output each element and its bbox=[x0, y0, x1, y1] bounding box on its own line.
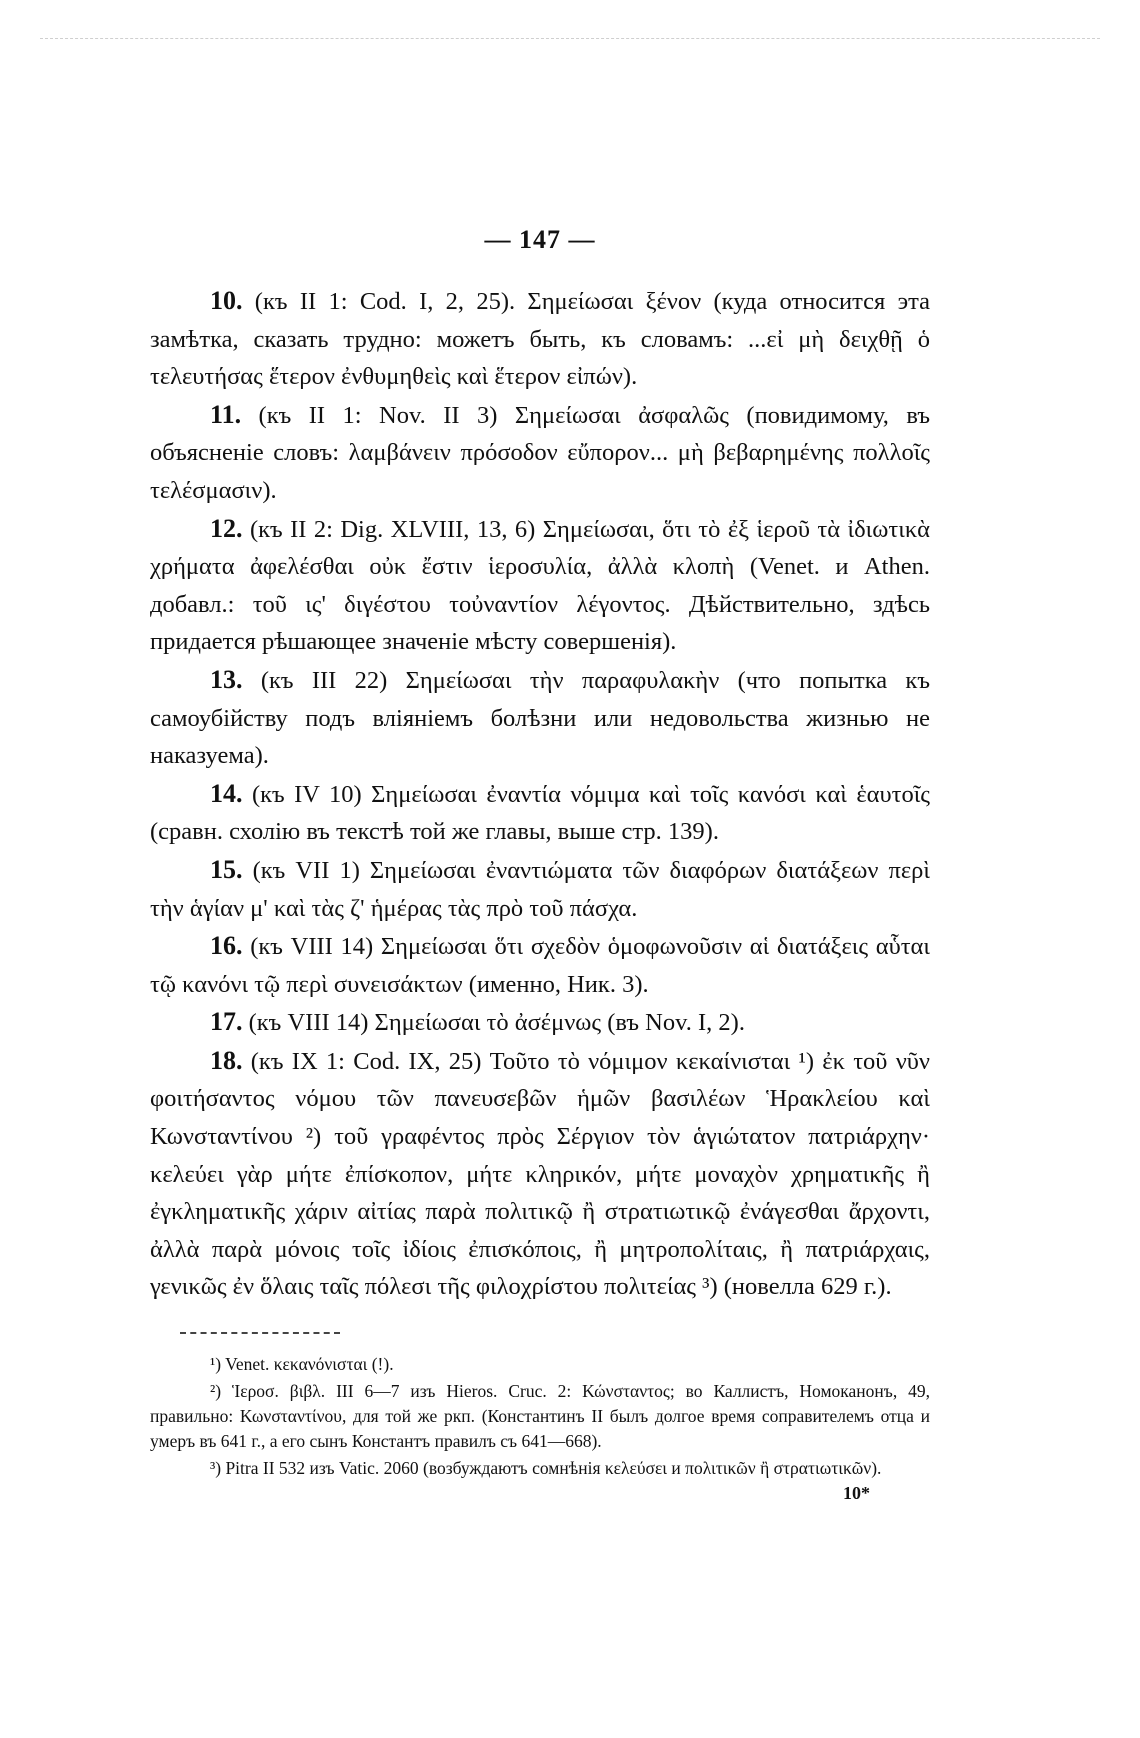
entry-number: 14. bbox=[210, 778, 243, 808]
entry-11 bbox=[150, 396, 930, 510]
document-page bbox=[150, 225, 930, 1504]
footnote-mark: ³) bbox=[210, 1458, 222, 1479]
footnote-3 bbox=[150, 1456, 930, 1481]
footnote-mark: ¹) bbox=[210, 1354, 222, 1375]
entry-text: (къ VIII 14) Σημείωσαι ὅτι σχεδὸν ὁμοφωνοῦσιν αἱ διατάξεις αὗται τῷ κανόνι τῷ περὶ συνεισάκτων (именно, Ник. 3). bbox=[150, 933, 930, 998]
footnote-text: Venet. κεκανόνισται (!). bbox=[221, 1354, 394, 1375]
entry-number: 16. bbox=[210, 931, 243, 961]
entry-18 bbox=[150, 1042, 930, 1306]
entry-number: 10. bbox=[210, 286, 243, 315]
entry-17 bbox=[150, 1003, 930, 1042]
printer-signature-mark: 10* bbox=[843, 1483, 870, 1504]
footnote-separator bbox=[180, 1332, 340, 1334]
entry-12 bbox=[150, 510, 930, 661]
footnote-2 bbox=[150, 1379, 930, 1454]
entry-14 bbox=[150, 775, 930, 851]
entries bbox=[150, 282, 930, 1306]
entry-text: (къ II 2: Dig. XLVIII, 13, 6) Σημείωσαι, ὅτι τὸ ἐξ ἱεροῦ τὰ ἰδιωτικὰ χρήματα ἀφελέσθαι οὐκ ἔστιν ἱεροσυλία, ἀλλὰ κλοπὴ (Venet. и Athen. добавл.: τοῦ ις' διγέστου τοὐναντίον λέγοντος. Дѣйствительно, здѣсь придается рѣшающее значеніе мѣсту совершенія). bbox=[150, 515, 930, 656]
entry-text: (къ II 1: Cod. I, 2, 25). Σημείωσαι ξένον (куда относится эта замѣтка, сказать трудно: можетъ быть, къ словамъ: ...εἰ μὴ δειχθῇ ὁ τελευτήσας ἕτερον ἐνθυμηθεὶς καὶ ἕτερον εἰπών). bbox=[150, 288, 930, 391]
footnote-1 bbox=[150, 1352, 930, 1377]
entry-number: 13. bbox=[210, 664, 243, 694]
entry-number: 17. bbox=[210, 1007, 243, 1037]
entry-15 bbox=[150, 851, 930, 927]
entry-number: 11. bbox=[210, 399, 242, 429]
entry-text: (къ III 22) Σημείωσαι τὴν παραφυλακὴν (что попытка къ самоубійству подъ вліяніемъ болѣзни или недовольства жизнью не наказуема). bbox=[150, 666, 930, 770]
entry-16 bbox=[150, 927, 930, 1003]
footnote-text: Pitra II 532 изъ Vatic. 2060 (возбуждаютъ сомнѣнія κελεύσει и πολιτικῶν ἢ στρατιωτικῶν). bbox=[221, 1458, 882, 1479]
entry-10 bbox=[150, 282, 930, 396]
entry-text: (къ IV 10) Σημείωσαι ἐναντία νόμιμα καὶ τοῖς κανόσι καὶ ἑαυτοῖς (сравн. схолію въ текстѣ той же главы, выше стр. 139). bbox=[150, 780, 930, 846]
page-number: — 147 — bbox=[484, 225, 596, 254]
entry-text: (къ VII 1) Σημείωσαι ἐναντιώματα τῶν διαφόρων διατάξεων περὶ τὴν ἁγίαν μ' καὶ τὰς ζ' ἡμέρας τὰς πρὸ τοῦ πάσχα. bbox=[150, 856, 930, 922]
footnote-text: Ἱεροσ. βιβλ. III 6—7 изъ Hieros. Cruc. 2: Κώνσταντος; во Каллистъ, Номоканонъ, 49, правильно: Κωνσταντίνου, для той же ркп. (Константинъ II былъ долгое время соправителемъ отца и умеръ въ 641 г., а его сынъ Константъ правилъ съ 641—668). bbox=[150, 1381, 930, 1452]
entry-number: 12. bbox=[210, 513, 243, 543]
entry-number: 18. bbox=[210, 1045, 243, 1075]
entry-text: (къ VIII 14) Σημείωσαι τὸ ἀσέμνως (въ Nov. I, 2). bbox=[242, 1009, 745, 1037]
entry-text: (къ IX 1: Cod. IX, 25) Τοῦτο τὸ νόμιμον κεκαίνισται ¹) ἐκ τοῦ νῦν φοιτήσαντος νόμου τῶν πανευσεβῶν ἡμῶν βασιλέων Ἡρακλείου καὶ Κωνσταντίνου ²) τοῦ γραφέντος πρὸς Σέργιον τὸν ἁγιώτατον πατριάρχην· κελεύει γὰρ μήτε ἐπίσκοπον, μήτε κληρικόν, μήτε μοναχὸν χρηματικῆς ἢ ἐγκληματικῆς χάριν αἰτίας παρὰ πολιτικῷ ἢ στρατιωτικῷ ἐνάγεσθαι ἄρχοντι, ἀλλὰ παρὰ μόνοις τοῖς ἰδίοις ἐπισκόποις, ἢ μητροπολίταις, ἢ πατριάρχαις, γενικῶς ἐν ὅλαις ταῖς πόλεσι τῆς φιλοχρίστου πολιτείας ³) (новелла 629 г.). bbox=[150, 1047, 930, 1301]
scan-top-edge bbox=[40, 38, 1100, 39]
entry-text: (къ II 1: Nov. II 3) Σημείωσαι ἀσφαλῶς (повидимому, въ объясненіе словъ: λαμβάνειν πρόσοδον εὔπορον... μὴ βεβαρημένης πολλοῖς τελέσμασιν). bbox=[150, 401, 930, 504]
entry-13 bbox=[150, 661, 930, 775]
footnote-mark: ²) bbox=[210, 1381, 222, 1402]
footnotes bbox=[150, 1352, 930, 1481]
entry-number: 15. bbox=[210, 854, 243, 884]
